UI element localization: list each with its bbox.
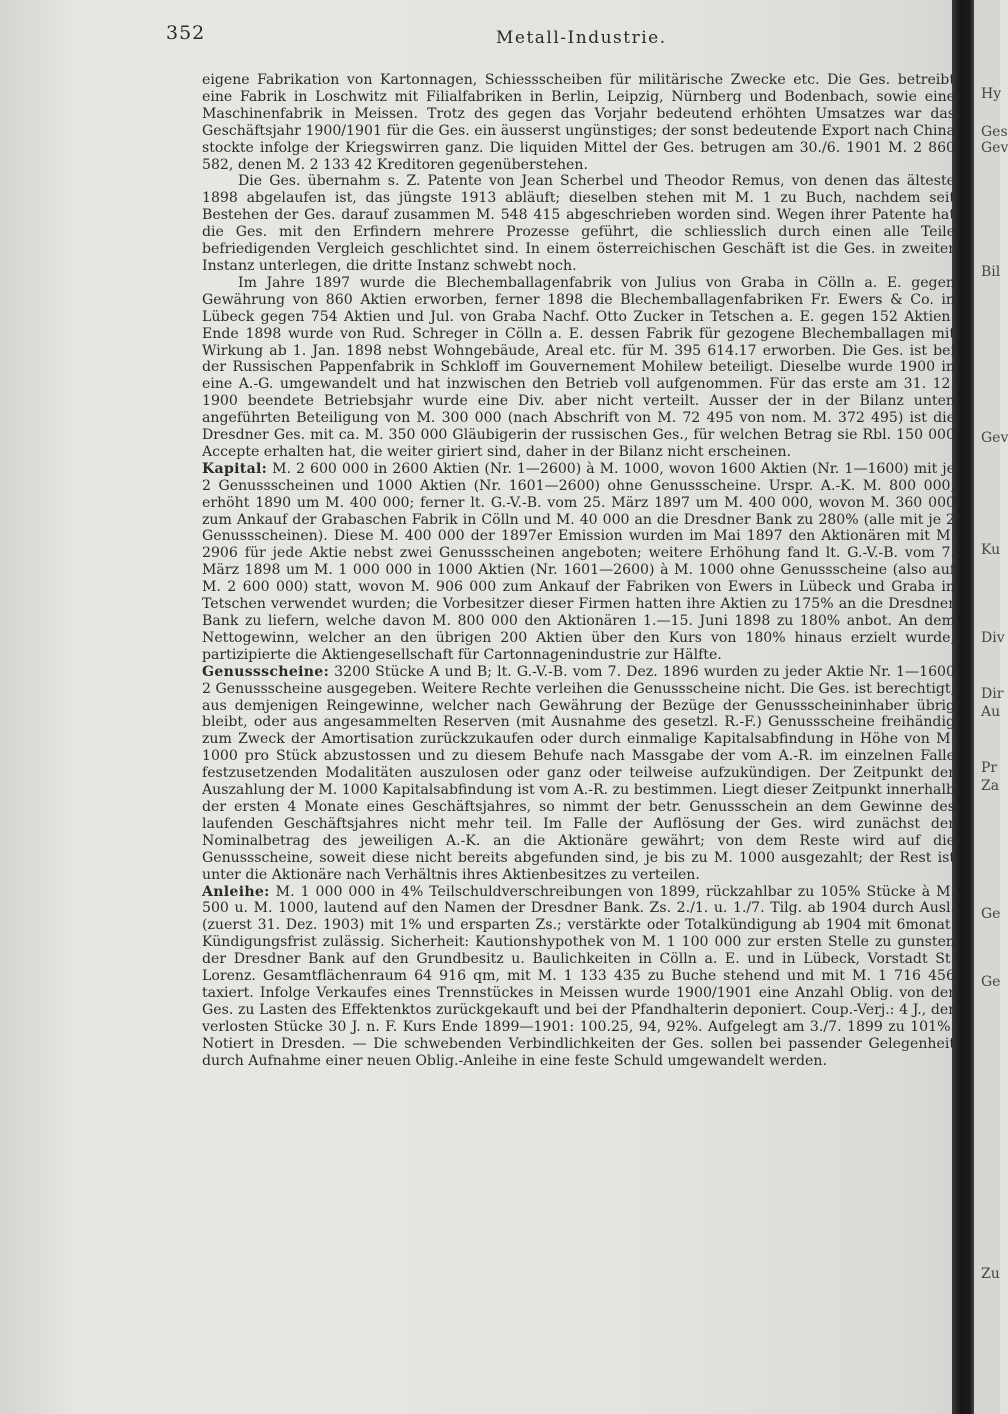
section-text: 3200 Stücke A und B; lt. G.-V.-B. vom 7. Dez. 1896 wurden zu jeder Aktie Nr. 1—1600 2 Genussscheine ausgegeben. Weitere Rechte verleihen die Genussscheine nicht. Die Ges. ist berechtigt, aus demjenigen Reingewinne, welcher nach Gewährung der Bezüge der Genussscheininhaber übrig bleibt, oder aus angesammelten Reserven (mit Ausnahme des gesetzl. R.-F.) Genussscheine freihändig zum Zweck der Amortisation zurückzukaufen oder durch einmalige Kapitalsabfindung in Höhe von M. 1000 pro Stück abzustossen und zu diesem Behufe nach Massgabe der vom A.-R. im einzelnen Falle festzusetzenden Modalitäten auszulosen oder ganz oder teilweise aufzukündigen. Der Zeitpunkt der Auszahlung der M. 1000 Kapitalsabfindung ist vom A.-R. zu bestimmen. Liegt dieser Zeitpunkt innerhalb der ersten 4 Monate eines Geschäftsjahres, so nimmt der betr. Genussschein an dem Gewinne des laufenden Geschäftsjahres nicht mehr teil. Im Falle der Auflösung der Ges. wird zunächst der Nominalbetrag des jeweiligen A.-K. an die Aktionäre gewährt; von dem Reste wird auf die Genussscheine, soweit diese nicht bereits abgefunden sind, je bis zu M. 1000 ausgezahlt; der Rest ist unter die Aktionäre nach Verhältnis ihres Aktienbesitzes zu verteilen. — [202, 663, 955, 883]
margin-fragment: Ge — [981, 906, 1001, 922]
paragraph-acquisitions: Im Jahre 1897 wurde die Blechemballagenfabrik von Julius von Graba in Cölln a. E. gegen Gewährung von 860 Aktien erworben, ferner 1898 die Blechemballagenfabriken Fr. Ewers & Co. in Lübeck gegen 754 Aktien und Jul. von Graba Nachf. Otto Zucker in Tetschen a. E. gegen 152 Aktien. Ende 1898 wurde von Rud. Schreger in Cölln a. E. dessen Fabrik für gezogene Blechemballagen mit Wirkung ab 1. Jan. 1898 nebst Wohngebäude, Areal etc. für M. 395 614.17 erworben. Die Ges. ist bei der Russischen Pappenfabrik in Schkloff im Gouvernement Mohilew beteiligt. Dieselbe wurde 1900 in eine A.-G. umgewandelt und hat inzwischen den Betrieb voll aufgenommen. Für das erste am 31. 12. 1900 beendete Betriebsjahr wurde eine Div. aber nicht verteilt. Ausser der in der Bilanz unten angeführten Beteiligung von M. 300 000 (nach Abschrift von M. 72 495 von nom. M. 372 495) ist die Dresdner Ges. mit ca. M. 350 000 Gläubigerin der russischen Ges., für welchen Betrag sie Rbl. 150 000 Accepte erhalten hat, die weiter giriert sind, daher in der Bilanz nicht erscheinen. — [202, 274, 955, 460]
section-kapital — [160, 461, 955, 664]
margin-fragment: Pr — [981, 760, 998, 776]
margin-fragment: Zu — [981, 1266, 1000, 1282]
margin-fragment: Ge — [981, 974, 1001, 990]
main-text-column — [160, 72, 955, 1069]
margin-fragment: Ges — [981, 124, 1008, 140]
section-genussscheine — [160, 664, 955, 884]
binding-shadow — [952, 0, 974, 1414]
margin-fragment: Bil — [981, 264, 1001, 280]
section-anleihe — [160, 884, 955, 1070]
margin-fragment: Hy — [981, 86, 1002, 102]
section-heading: Genussscheine: — [202, 663, 330, 680]
margin-fragment: Gev — [981, 140, 1008, 156]
paragraph-patents: Die Ges. übernahm s. Z. Patente von Jean Scherbel und Theodor Remus, von denen das älteste 1898 abgelaufen ist, das jüngste 1913 abläuft; dieselben stehen mit M. 1 zu Buch, nachdem seit Bestehen der Ges. darauf zusammen M. 548 415 abgeschrieben worden sind. Wegen ihrer Patente hat die Ges. mit den Erfindern mehrere Prozesse geführt, die schliesslich durch einen alle Teile befriedigenden Vergleich geschlichtet sind. In einem österreichischen Geschäft ist die Ges. in zweiter Instanz unterlegen, die dritte Instanz schwebt noch. — [202, 173, 955, 274]
margin-fragment: Dir — [981, 686, 1004, 702]
paragraph-continued: eigene Fabrikation von Kartonnagen, Schiessscheiben für militärische Zwecke etc. Die Ges. betreibt eine Fabrik in Loschwitz mit Filialfabriken in Berlin, Leipzig, Nürnberg und Bodenbach, sowie eine Maschinenfabrik in Meissen. Trotz des gegen das Vorjahr bedeutend erhöhten Umsatzes war das Geschäftsjahr 1900/1901 für die Ges. ein äusserst ungünstiges; der sonst bedeutende Export nach China stockte infolge der Kriegswirren ganz. Die liquiden Mittel der Ges. betrugen am 30./6. 1901 M. 2 860 582, denen M. 2 133 42 Kreditoren gegenüberstehen. — [202, 72, 955, 173]
margin-fragment: Gev — [981, 430, 1008, 446]
section-heading: Anleihe: — [202, 883, 270, 900]
section-heading: Kapital: — [202, 460, 268, 477]
running-title: Metall-Industrie. — [496, 28, 667, 48]
section-text: M. 2 600 000 in 2600 Aktien (Nr. 1—2600) à M. 1000, wovon 1600 Aktien (Nr. 1—1600) mit je 2 Genussscheinen und 1000 Aktien (Nr. 1601—2600) ohne Genussscheine. Urspr. A.-K. M. 800 000, erhöht 1890 um M. 400 000; ferner lt. G.-V.-B. vom 25. März 1897 um M. 400 000, wovon M. 360 000 zum Ankauf der Grabaschen Fabrik in Cölln und M. 40 000 an die Dresdner Bank zu 280% (alle mit je 2 Genussscheinen). Diese M. 400 000 der 1897er Emission wurden im Mai 1897 den Aktionären mit M. 2906 für jede Aktie nebst zwei Genussscheinen angeboten; weitere Erhöhung fand lt. G.-V.-B. vom 7. März 1898 um M. 1 000 000 in 1000 Aktien (Nr. 1601—2600) à M. 1000 ohne Genussscheine (also auf M. 2 600 000) statt, wovon M. 906 000 zum Ankauf der Fabriken von Ewers in Lübeck und Graba in Tetschen verwendet wurden; die Vorbesitzer dieser Firmen hatten ihre Aktien zu 175% an die Dresdner Bank zu liefern, welche davon M. 800 000 den Aktionären 1.—15. Juni 1898 zu 180% anbot. An dem Nettogewinn, welcher an den übrigen 200 Aktien über den Kurs von 180% hinaus erzielt wurde, partizipierte die Aktiengesellschaft für Cartonnagenindustrie zur Hälfte. — [202, 460, 955, 663]
margin-fragment: Div — [981, 630, 1005, 646]
margin-fragment: Za — [981, 778, 1000, 794]
margin-fragment: Ku — [981, 542, 1001, 558]
section-text: M. 1 000 000 in 4% Teilschuldverschreibungen von 1899, rückzahlbar zu 105% Stücke à M. 500 u. M. 1000, lautend auf den Namen der Dresdner Bank. Zs. 2./1. u. 1./7. Tilg. ab 1904 durch Ausl. (zuerst 31. Dez. 1903) mit 1% und ersparten Zs.; verstärkte oder Totalkündigung ab 1904 mit 6monat. Kündigungsfrist zulässig. Sicherheit: Kautionshypothek von M. 1 100 000 zur ersten Stelle zu gunsten der Dresdner Bank auf den Grundbesitz u. Baulichkeiten in Cölln a. E. und in Lübeck, Vorstadt St. Lorenz. Gesamtflächenraum 64 916 qm, mit M. 1 133 435 zu Buche stehend und mit M. 1 716 456 taxiert. Infolge Verkaufes eines Trennstückes in Meissen wurde 1900/1901 eine Anzahl Oblig. von der Ges. zu Lasten des Effektenktos zurückgekauft und bei der Pfandhalterin deponiert. Coup.-Verj.: 4 J., der verlosten Stücke 30 J. n. F. Kurs Ende 1899—1901: 100.25, 94, 92%. Aufgelegt am 3./7. 1899 zu 101%. Notiert in Dresden. — Die schwebenden Verbindlichkeiten der Ges. sollen bei passender Gelegenheit durch Aufnahme einer neuen Oblig.-Anleihe in eine feste Schuld umgewandelt werden. — [202, 883, 955, 1069]
page-number: 352 — [166, 22, 206, 44]
margin-fragment: Au — [981, 704, 1001, 720]
